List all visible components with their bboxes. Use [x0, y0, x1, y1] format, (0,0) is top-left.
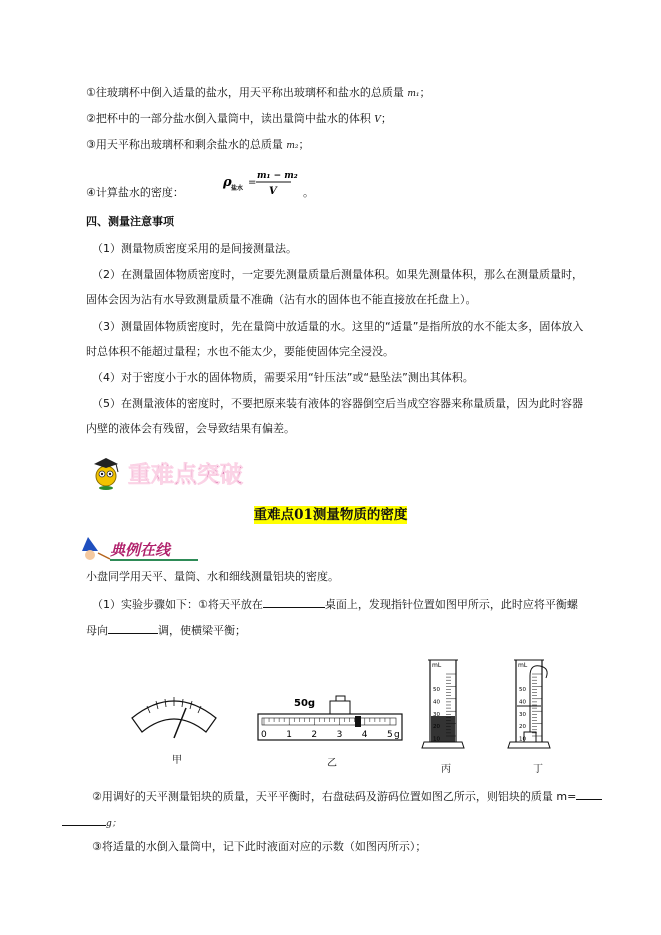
cylinder-label: 50: [519, 687, 526, 693]
cylinder-label: 20: [519, 724, 526, 731]
step-3-end: ；: [298, 138, 310, 151]
note-4: （4）对于密度小于水的固体物质，需要采用“针压法”或“悬坠法”测出其体积。: [92, 371, 474, 384]
cylinder-bing-figure: [420, 656, 470, 760]
rider-icon: [355, 716, 361, 727]
owl-icon: [94, 458, 118, 490]
label-bing: 丙: [441, 764, 451, 775]
q1b: 桌面上，发现指针位置如图甲所示，此时应将平衡螺: [324, 598, 578, 611]
weight-ruler-figure: [256, 692, 406, 746]
answer-blank-mass-a[interactable]: [576, 788, 602, 800]
step-2-text: ②把杯中的一部分盐水倒入量筒中，读出量筒中盐水的体积: [86, 112, 371, 125]
ruler-label: 3: [336, 730, 343, 740]
answer-blank-direction[interactable]: [108, 622, 158, 634]
note-1: （1）测量物质密度采用的是间接测量法。: [92, 242, 297, 255]
step-1-text: ①往玻璃杯中倒入适量的盐水，用天平称出玻璃杯和盐水的总质量: [86, 86, 404, 99]
q2-line2: [62, 814, 121, 831]
note-3a: （3）测量固体物质密度时，先在量筒中放适量的水。这里的“适量”是指所放的水不能太多，固体放入: [92, 320, 584, 333]
q1a: （1）实验步骤如下：①将天平放在: [92, 598, 263, 611]
q1-line1: [92, 596, 578, 612]
cylinder-label: 40: [519, 699, 526, 706]
v-var: V: [374, 115, 381, 125]
step-1: [86, 86, 431, 101]
q1d: 调，使横梁平衡；: [158, 624, 246, 637]
cylinder-label: 10: [519, 736, 526, 743]
ruler-label: 4: [361, 730, 368, 740]
label-jia: 甲: [172, 755, 182, 766]
section-4-title: 四、测量注意事项: [86, 215, 174, 228]
balance-dial-figure: [128, 692, 220, 742]
cylinder-label: 30: [433, 711, 440, 718]
note-2b: 固体会因为沾有水导致测量质量不准确（沾有水的固体也不能直接放在托盘上）。: [86, 293, 477, 306]
example-banner: [80, 533, 210, 563]
ruler-label: 0: [261, 730, 267, 740]
label-yi: 乙: [327, 758, 337, 769]
banner2-text: 典例在线: [110, 541, 171, 559]
cylinder-label: 30: [519, 711, 526, 718]
note-3b: 时总体积不能超过量程；水也不能太少，要能使固体完全浸没。: [86, 345, 394, 358]
cylinder-label: 40: [433, 699, 440, 706]
step-4-text: ④计算盐水的密度：: [86, 186, 184, 199]
key-point-banner: [88, 450, 263, 492]
cylinder-label: 10: [433, 736, 440, 743]
formula-sub: 盐水: [231, 185, 244, 192]
q2-line1: [92, 788, 602, 804]
step-2-end: ；: [380, 112, 392, 125]
heading-num: 01: [294, 507, 313, 523]
step-4-end: 。: [303, 186, 314, 199]
q1-line2: [86, 622, 246, 638]
step-4: [86, 186, 184, 200]
cyl-unit-bing: mL: [432, 662, 442, 669]
banner1-text: 重难点突破: [128, 461, 243, 488]
cyl-unit-ding: mL: [518, 662, 528, 669]
balance-pointer: [174, 708, 186, 738]
formula-num: m₁ − m₂: [257, 171, 298, 181]
q3-line: ③将适量的水倒入量筒中，记下此时液面对应的示数（如图丙所示）；: [92, 840, 427, 853]
wizard-icon: [82, 537, 110, 560]
cylinder-label: 20: [433, 724, 440, 731]
weight-label: 50g: [294, 698, 316, 709]
m2-var: m₂: [286, 141, 299, 151]
m1-var: m₁: [407, 89, 420, 99]
formula-den: V: [269, 186, 277, 197]
q2a: ②用调好的天平测量铝块的质量，天平平衡时，右盘砝码及游码位置如图乙所示，则铝块的质量 m=: [92, 790, 577, 803]
step-2: [86, 112, 392, 127]
ruler-label: 2: [311, 730, 318, 740]
cylinder-label: 50: [433, 687, 440, 693]
answer-blank-mass-b[interactable]: [62, 814, 106, 826]
formula-eq: =: [248, 177, 257, 188]
ruler-label: 5: [387, 730, 393, 740]
note-5a: （5）在测量液体的密度时，不要把原来装有液体的容器倒空后当成空容器来称量质量，因为此时容器: [92, 397, 583, 410]
density-formula: [221, 164, 298, 200]
problem-intro: 小盘同学用天平、量筒、水和细线测量铝块的密度。: [86, 570, 339, 583]
cylinder-ding-figure: [506, 656, 560, 760]
q2b: g；: [106, 819, 121, 829]
ruler-label: 1: [286, 730, 292, 740]
step-1-end: ；: [419, 86, 431, 99]
answer-blank-surface[interactable]: [263, 596, 325, 608]
weight-icon: [330, 696, 350, 714]
formula-rho: ρ: [223, 175, 232, 190]
heading-post: 测量物质的密度: [312, 507, 408, 523]
section-heading: [0, 503, 661, 523]
ruler-label: g: [394, 730, 400, 740]
step-3: [86, 138, 310, 153]
q1c: 母向: [86, 624, 108, 637]
heading-pre: 重难点: [253, 507, 295, 523]
note-2a: （2）在测量固体物质密度时，一定要先测量质量后测量体积。如果先测量体积，那么在测量质量时，: [92, 268, 583, 281]
step-3-text: ③用天平称出玻璃杯和剩余盐水的总质量: [86, 138, 283, 151]
label-ding: 丁: [533, 764, 543, 775]
note-5b: 内壁的液体会有残留，会导致结果有偏差。: [86, 422, 295, 435]
